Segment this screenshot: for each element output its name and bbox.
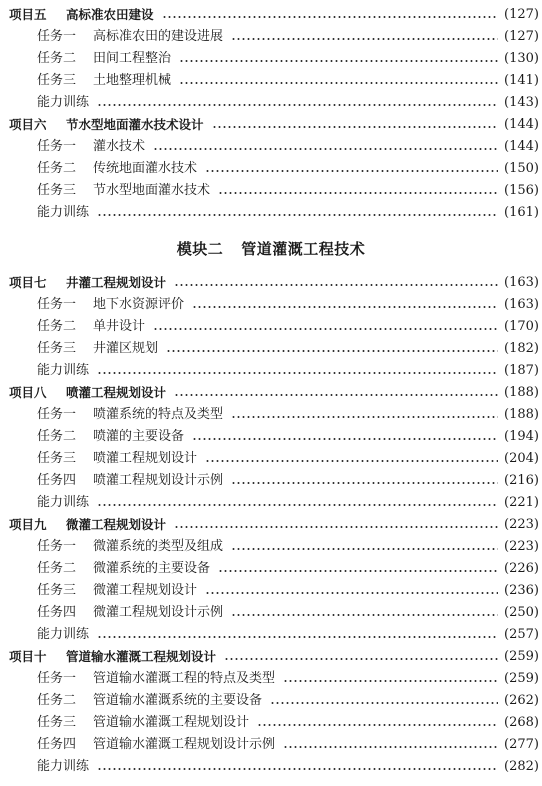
task-title: 喷灌系统的特点及类型: [93, 407, 224, 422]
task-title: 管道输水灌溉工程规划设计示例: [93, 737, 276, 752]
task-title: 地下水资源评价: [93, 297, 185, 312]
project-label: 项目六: [9, 117, 47, 132]
module-title: 管道灌溉工程技术: [241, 239, 366, 258]
dot-leader: [153, 328, 498, 330]
dot-leader: [179, 60, 498, 62]
task-label: 任务二: [37, 429, 77, 444]
dot-leader: [97, 636, 498, 638]
dot-leader: [218, 570, 498, 572]
task-title: 高标准农田的建设进展: [93, 29, 224, 44]
project-title: 管道输水灌溉工程规划设计: [66, 649, 217, 664]
task-page-number: (277): [504, 737, 539, 752]
task-label: 任务二: [37, 51, 77, 66]
task-label: 任务三: [37, 715, 77, 730]
task-page-number: (182): [504, 341, 539, 356]
toc-project-entry[interactable]: [0, 382, 542, 404]
drill-title: 能力训练: [37, 627, 90, 642]
toc-task-entry[interactable]: [0, 338, 542, 360]
dot-leader: [205, 170, 498, 172]
toc-task-entry[interactable]: [0, 668, 542, 690]
dot-leader: [224, 658, 498, 660]
task-label: 任务一: [37, 539, 77, 554]
toc-project-entry[interactable]: [0, 114, 542, 136]
toc-drill-entry[interactable]: [0, 202, 542, 224]
toc-task-entry[interactable]: [0, 734, 542, 756]
project-page-number: (127): [504, 7, 539, 22]
task-title: 井灌区规划: [93, 341, 159, 356]
toc-task-entry[interactable]: [0, 712, 542, 734]
task-page-number: (130): [504, 51, 539, 66]
dot-leader: [162, 16, 498, 18]
drill-title: 能力训练: [37, 205, 90, 220]
toc-task-entry[interactable]: [0, 26, 542, 48]
toc-task-entry[interactable]: [0, 158, 542, 180]
toc-drill-entry[interactable]: [0, 360, 542, 382]
toc-task-entry[interactable]: [0, 316, 542, 338]
toc-task-entry[interactable]: [0, 690, 542, 712]
dot-leader: [153, 148, 498, 150]
task-page-number: (268): [504, 715, 539, 730]
toc-task-entry[interactable]: [0, 180, 542, 202]
task-title: 传统地面灌水技术: [93, 161, 198, 176]
task-title: 节水型地面灌水技术: [93, 183, 211, 198]
task-label: 任务四: [37, 473, 77, 488]
task-title: 喷灌的主要设备: [93, 429, 185, 444]
drill-page-number: (161): [504, 205, 539, 220]
task-page-number: (170): [504, 319, 539, 334]
toc-drill-entry[interactable]: [0, 624, 542, 646]
task-title: 管道输水灌溉工程规划设计: [93, 715, 250, 730]
dot-leader: [257, 724, 498, 726]
toc-project-entry[interactable]: [0, 272, 542, 294]
dot-leader: [270, 702, 498, 704]
project-label: 项目十: [9, 649, 47, 664]
dot-leader: [283, 746, 498, 748]
table-of-contents: [0, 4, 542, 778]
project-page-number: (223): [504, 517, 539, 532]
project-title: 微灌工程规划设计: [66, 517, 167, 532]
dot-leader: [231, 416, 498, 418]
task-title: 土地整理机械: [93, 73, 172, 88]
task-label: 任务一: [37, 671, 77, 686]
drill-page-number: (282): [504, 759, 539, 774]
toc-task-entry[interactable]: [0, 536, 542, 558]
task-page-number: (141): [504, 73, 539, 88]
dot-leader: [97, 214, 498, 216]
project-title: 井灌工程规划设计: [66, 275, 167, 290]
drill-page-number: (187): [504, 363, 539, 378]
dot-leader: [174, 526, 498, 528]
task-label: 任务三: [37, 183, 77, 198]
dot-leader: [231, 482, 498, 484]
task-title: 管道输水灌溉工程的特点及类型: [93, 671, 276, 686]
task-label: 任务一: [37, 297, 77, 312]
drill-page-number: (221): [504, 495, 539, 510]
toc-task-entry[interactable]: [0, 426, 542, 448]
project-label: 项目八: [9, 385, 47, 400]
task-title: 喷灌工程规划设计示例: [93, 473, 224, 488]
task-label: 任务三: [37, 73, 77, 88]
task-page-number: (156): [504, 183, 539, 198]
task-page-number: (259): [504, 671, 539, 686]
project-page-number: (144): [504, 117, 539, 132]
dot-leader: [231, 548, 498, 550]
dot-leader: [166, 350, 498, 352]
project-page-number: (188): [504, 385, 539, 400]
task-label: 任务一: [37, 407, 77, 422]
project-page-number: (259): [504, 649, 539, 664]
project-label: 项目九: [9, 517, 47, 532]
dot-leader: [205, 592, 498, 594]
toc-task-entry[interactable]: [0, 448, 542, 470]
toc-task-entry[interactable]: [0, 602, 542, 624]
dot-leader: [212, 126, 498, 128]
toc-project-entry[interactable]: [0, 514, 542, 536]
dot-leader: [231, 38, 498, 40]
toc-project-entry[interactable]: [0, 646, 542, 668]
task-title: 灌水技术: [93, 139, 146, 154]
task-page-number: (163): [504, 297, 539, 312]
dot-leader: [97, 504, 498, 506]
dot-leader: [192, 438, 498, 440]
task-label: 任务一: [37, 29, 77, 44]
dot-leader: [97, 104, 498, 106]
task-label: 任务三: [37, 583, 77, 598]
project-page-number: (163): [504, 275, 539, 290]
dot-leader: [97, 372, 498, 374]
task-title: 单井设计: [93, 319, 146, 334]
task-title: 管道输水灌溉系统的主要设备: [93, 693, 263, 708]
dot-leader: [205, 460, 498, 462]
task-label: 任务二: [37, 319, 77, 334]
task-label: 任务四: [37, 737, 77, 752]
task-label: 任务二: [37, 693, 77, 708]
task-page-number: (188): [504, 407, 539, 422]
dot-leader: [231, 614, 498, 616]
toc-task-entry[interactable]: [0, 70, 542, 92]
toc-task-entry[interactable]: [0, 404, 542, 426]
task-page-number: (226): [504, 561, 539, 576]
task-page-number: (194): [504, 429, 539, 444]
toc-drill-entry[interactable]: [0, 756, 542, 778]
drill-title: 能力训练: [37, 363, 90, 378]
task-label: 任务一: [37, 139, 77, 154]
task-title: 微灌工程规划设计示例: [93, 605, 224, 620]
project-label: 项目七: [9, 275, 47, 290]
toc-task-entry[interactable]: [0, 558, 542, 580]
task-title: 微灌系统的主要设备: [93, 561, 211, 576]
task-label: 任务二: [37, 561, 77, 576]
task-page-number: (216): [504, 473, 539, 488]
dot-leader: [174, 394, 498, 396]
drill-title: 能力训练: [37, 759, 90, 774]
task-title: 微灌系统的类型及组成: [93, 539, 224, 554]
dot-leader: [218, 192, 498, 194]
drill-title: 能力训练: [37, 495, 90, 510]
task-page-number: (250): [504, 605, 539, 620]
task-title: 微灌工程规划设计: [93, 583, 198, 598]
task-page-number: (144): [504, 139, 539, 154]
dot-leader: [97, 768, 498, 770]
task-page-number: (236): [504, 583, 539, 598]
toc-drill-entry[interactable]: [0, 92, 542, 114]
project-title: 喷灌工程规划设计: [66, 385, 167, 400]
task-page-number: (262): [504, 693, 539, 708]
project-title: 高标准农田建设: [66, 7, 154, 22]
task-title: 田间工程整治: [93, 51, 172, 66]
toc-task-entry[interactable]: [0, 48, 542, 70]
task-page-number: (127): [504, 29, 539, 44]
drill-title: 能力训练: [37, 95, 90, 110]
task-page-number: (150): [504, 161, 539, 176]
project-label: 项目五: [9, 7, 47, 22]
dot-leader: [192, 306, 498, 308]
drill-page-number: (257): [504, 627, 539, 642]
module-label: 模块二: [176, 239, 224, 258]
task-label: 任务四: [37, 605, 77, 620]
drill-page-number: (143): [504, 95, 539, 110]
task-label: 任务三: [37, 341, 77, 356]
dot-leader: [174, 284, 498, 286]
toc-task-entry[interactable]: [0, 294, 542, 316]
toc-drill-entry[interactable]: [0, 492, 542, 514]
task-label: 任务三: [37, 451, 77, 466]
toc-task-entry[interactable]: [0, 136, 542, 158]
task-page-number: (223): [504, 539, 539, 554]
dot-leader: [283, 680, 498, 682]
toc-project-entry[interactable]: [0, 4, 542, 26]
task-title: 喷灌工程规划设计: [93, 451, 198, 466]
dot-leader: [179, 82, 498, 84]
module-heading: [0, 224, 542, 272]
task-label: 任务二: [37, 161, 77, 176]
toc-task-entry[interactable]: [0, 580, 542, 602]
toc-task-entry[interactable]: [0, 470, 542, 492]
project-title: 节水型地面灌水技术设计: [66, 117, 204, 132]
task-page-number: (204): [504, 451, 539, 466]
